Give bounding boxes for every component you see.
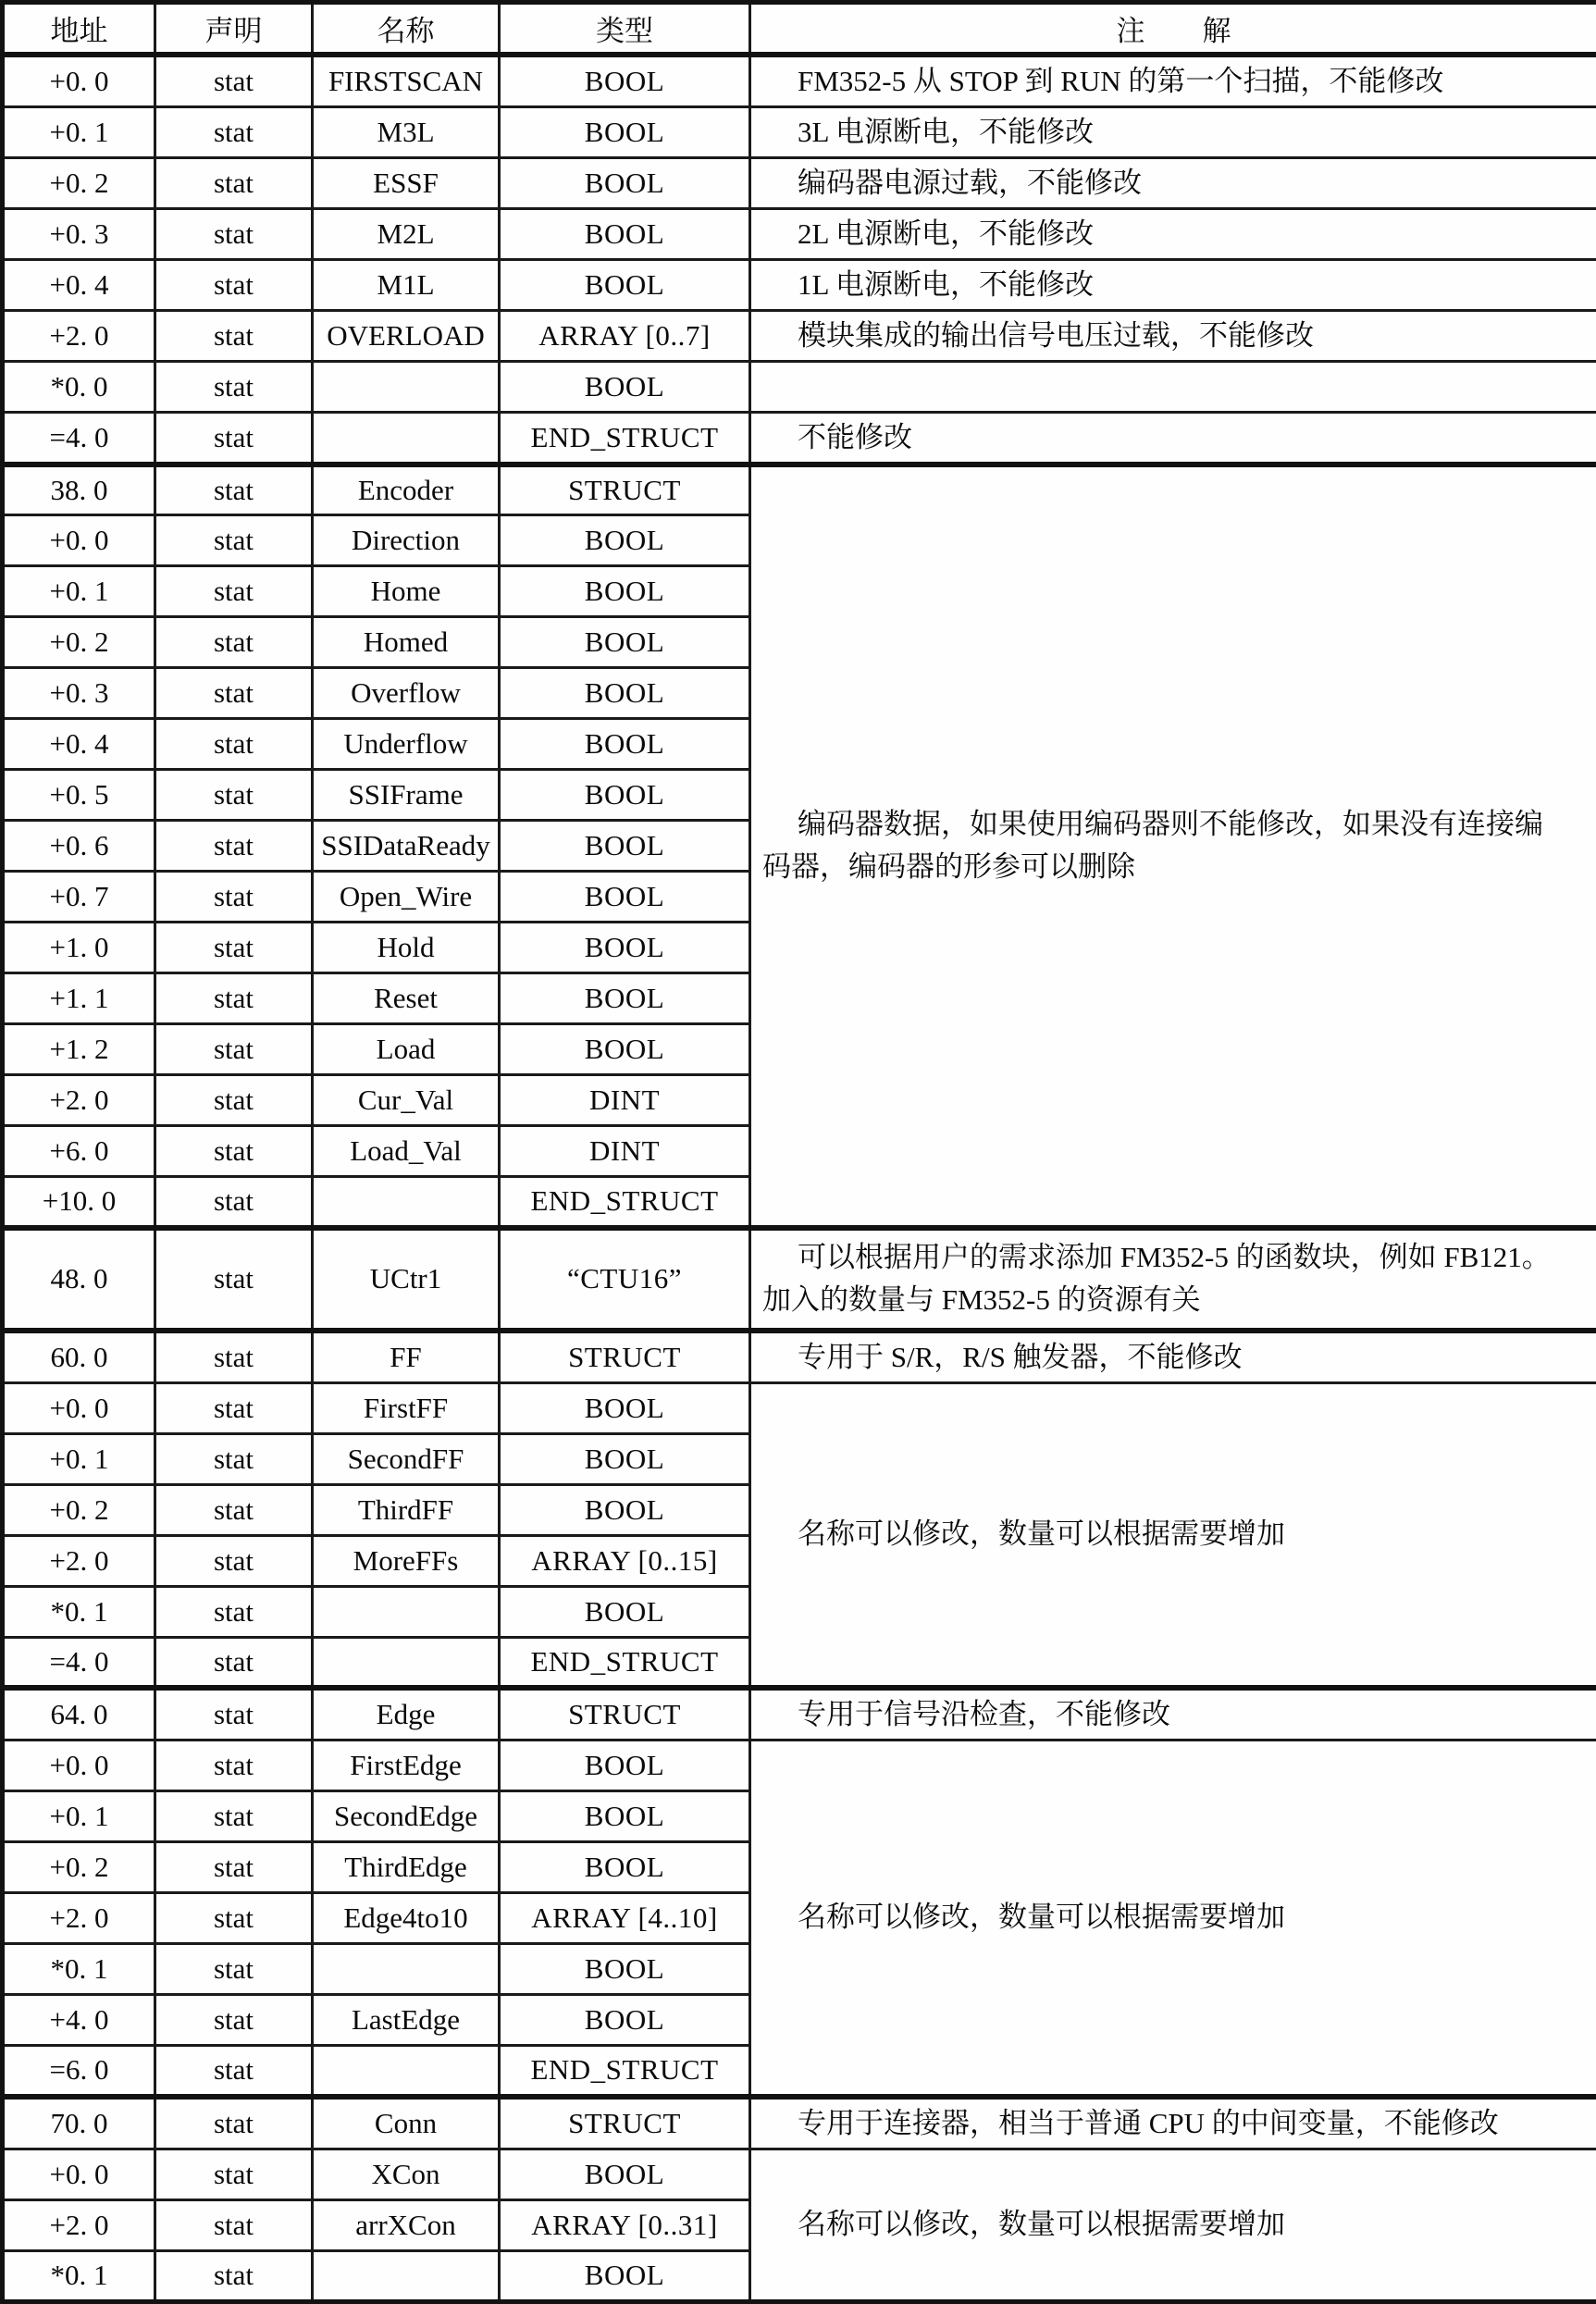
table-body — [3, 55, 1596, 2302]
name-cell: LastEdge — [313, 1995, 500, 2046]
comment-cell: 名称可以修改，数量可以根据需要增加 — [750, 1382, 1596, 1688]
type-cell: ARRAY [0..31] — [500, 2199, 750, 2250]
decl-cell: stat — [155, 1075, 313, 1126]
addr-cell: +0. 0 — [3, 515, 155, 566]
type-cell: ARRAY [0..15] — [500, 1535, 750, 1586]
comment-cell: 不能修改 — [750, 412, 1596, 465]
addr-cell: +0. 7 — [3, 872, 155, 923]
addr-cell: 38. 0 — [3, 465, 155, 515]
comment-cell — [750, 465, 1596, 1228]
comment-cell: 名称可以修改，数量可以根据需要增加 — [750, 1740, 1596, 2097]
decl-cell: stat — [155, 2149, 313, 2199]
name-cell: Underflow — [313, 719, 500, 770]
decl-cell: stat — [155, 1995, 313, 2046]
type-cell: BOOL — [500, 719, 750, 770]
table-row — [3, 106, 1596, 157]
type-cell: BOOL — [500, 55, 750, 107]
name-cell: M1L — [313, 259, 500, 310]
decl-cell: stat — [155, 1331, 313, 1383]
name-cell: FirstFF — [313, 1382, 500, 1433]
decl-cell: stat — [155, 1944, 313, 1995]
type-cell: BOOL — [500, 1484, 750, 1535]
type-cell: BOOL — [500, 1024, 750, 1075]
decl-cell: stat — [155, 1688, 313, 1740]
type-cell: BOOL — [500, 1382, 750, 1433]
table-row — [3, 55, 1596, 107]
type-cell: ARRAY [0..7] — [500, 310, 750, 361]
decl-cell: stat — [155, 872, 313, 923]
addr-cell: +0. 2 — [3, 617, 155, 668]
name-cell — [313, 1637, 500, 1688]
decl-cell: stat — [155, 1177, 313, 1228]
addr-cell: +0. 2 — [3, 157, 155, 208]
type-cell: BOOL — [500, 361, 750, 412]
decl-cell: stat — [155, 2199, 313, 2250]
table-row — [3, 465, 1596, 515]
addr-cell: +4. 0 — [3, 1995, 155, 2046]
name-cell — [313, 361, 500, 412]
addr-cell: +0. 3 — [3, 668, 155, 719]
type-cell: BOOL — [500, 1995, 750, 2046]
decl-cell: stat — [155, 770, 313, 821]
decl-cell: stat — [155, 1024, 313, 1075]
name-cell — [313, 1944, 500, 1995]
addr-cell: +0. 1 — [3, 566, 155, 617]
type-cell: BOOL — [500, 1740, 750, 1791]
decl-cell: stat — [155, 361, 313, 412]
table-row — [3, 1740, 1596, 1791]
decl-cell: stat — [155, 465, 313, 515]
table-row — [3, 310, 1596, 361]
name-cell: Edge4to10 — [313, 1893, 500, 1944]
comment-cell — [750, 361, 1596, 412]
decl-cell: stat — [155, 2097, 313, 2149]
addr-cell: +2. 0 — [3, 310, 155, 361]
decl-cell: stat — [155, 1586, 313, 1637]
decl-cell: stat — [155, 1382, 313, 1433]
name-cell — [313, 2250, 500, 2301]
name-cell: Conn — [313, 2097, 500, 2149]
type-cell: BOOL — [500, 1944, 750, 1995]
decl-cell: stat — [155, 1842, 313, 1893]
comment-line: 可以根据用户的需求添加 FM352-5 的函数块，例如 FB121。 — [762, 1236, 1585, 1279]
decl-cell: stat — [155, 1893, 313, 1944]
addr-cell: *0. 0 — [3, 361, 155, 412]
table-row — [3, 1688, 1596, 1740]
type-cell: BOOL — [500, 566, 750, 617]
decl-cell: stat — [155, 1791, 313, 1842]
name-cell: ESSF — [313, 157, 500, 208]
type-cell: BOOL — [500, 2250, 750, 2301]
comment-line: 码器，编码器的形参可以删除 — [762, 846, 1585, 888]
header-declaration: 声明 — [155, 3, 313, 55]
addr-cell: +0. 4 — [3, 259, 155, 310]
name-cell: FF — [313, 1331, 500, 1383]
addr-cell: 70. 0 — [3, 2097, 155, 2149]
addr-cell: +0. 1 — [3, 1791, 155, 1842]
name-cell: arrXCon — [313, 2199, 500, 2250]
addr-cell: +0. 4 — [3, 719, 155, 770]
type-cell: STRUCT — [500, 1688, 750, 1740]
decl-cell: stat — [155, 719, 313, 770]
name-cell — [313, 1177, 500, 1228]
decl-cell: stat — [155, 566, 313, 617]
table-row — [3, 1331, 1596, 1383]
name-cell: SSIFrame — [313, 770, 500, 821]
type-cell: BOOL — [500, 923, 750, 973]
table-row — [3, 1382, 1596, 1433]
decl-cell: stat — [155, 208, 313, 259]
name-cell — [313, 412, 500, 465]
type-cell: END_STRUCT — [500, 1177, 750, 1228]
decl-cell: stat — [155, 1637, 313, 1688]
decl-cell: stat — [155, 1126, 313, 1177]
name-cell: UCtr1 — [313, 1228, 500, 1331]
comment-cell: 3L 电源断电，不能修改 — [750, 106, 1596, 157]
name-cell: SecondFF — [313, 1433, 500, 1484]
type-cell: DINT — [500, 1126, 750, 1177]
name-cell: Reset — [313, 973, 500, 1024]
addr-cell: =4. 0 — [3, 1637, 155, 1688]
table-row — [3, 361, 1596, 412]
name-cell: ThirdFF — [313, 1484, 500, 1535]
addr-cell: +1. 0 — [3, 923, 155, 973]
addr-cell: 60. 0 — [3, 1331, 155, 1383]
table-row — [3, 157, 1596, 208]
type-cell: END_STRUCT — [500, 1637, 750, 1688]
name-cell: Direction — [313, 515, 500, 566]
name-cell: FirstEdge — [313, 1740, 500, 1791]
name-cell: ThirdEdge — [313, 1842, 500, 1893]
name-cell: Hold — [313, 923, 500, 973]
type-cell: BOOL — [500, 872, 750, 923]
addr-cell: *0. 1 — [3, 1944, 155, 1995]
name-cell: FIRSTSCAN — [313, 55, 500, 107]
type-cell: BOOL — [500, 157, 750, 208]
header-row — [3, 3, 1596, 55]
addr-cell: +1. 2 — [3, 1024, 155, 1075]
decl-cell: stat — [155, 1433, 313, 1484]
decl-cell: stat — [155, 1535, 313, 1586]
comment-cell: 模块集成的输出信号电压过载，不能修改 — [750, 310, 1596, 361]
comment-line: 编码器数据，如果使用编码器则不能修改，如果没有连接编 — [762, 803, 1585, 846]
table-row — [3, 2149, 1596, 2199]
addr-cell: +0. 6 — [3, 821, 155, 872]
name-cell: M3L — [313, 106, 500, 157]
comment-cell — [750, 1228, 1596, 1331]
addr-cell: +0. 0 — [3, 1382, 155, 1433]
addr-cell: *0. 1 — [3, 1586, 155, 1637]
comment-cell: 编码器电源过载，不能修改 — [750, 157, 1596, 208]
decl-cell: stat — [155, 412, 313, 465]
name-cell: Edge — [313, 1688, 500, 1740]
type-cell: BOOL — [500, 973, 750, 1024]
name-cell: MoreFFs — [313, 1535, 500, 1586]
type-cell: BOOL — [500, 770, 750, 821]
comment-cell: 2L 电源断电，不能修改 — [750, 208, 1596, 259]
table-row — [3, 259, 1596, 310]
name-cell: Homed — [313, 617, 500, 668]
comment-cell: 专用于 S/R，R/S 触发器，不能修改 — [750, 1331, 1596, 1383]
comment-cell: 名称可以修改，数量可以根据需要增加 — [750, 2149, 1596, 2301]
addr-cell: 48. 0 — [3, 1228, 155, 1331]
type-cell: ARRAY [4..10] — [500, 1893, 750, 1944]
name-cell: Open_Wire — [313, 872, 500, 923]
addr-cell: +0. 0 — [3, 1740, 155, 1791]
name-cell: OVERLOAD — [313, 310, 500, 361]
name-cell: Overflow — [313, 668, 500, 719]
type-cell: BOOL — [500, 617, 750, 668]
type-cell: STRUCT — [500, 2097, 750, 2149]
type-cell: BOOL — [500, 2149, 750, 2199]
type-cell: END_STRUCT — [500, 412, 750, 465]
decl-cell: stat — [155, 923, 313, 973]
addr-cell: +2. 0 — [3, 1075, 155, 1126]
header-type: 类型 — [500, 3, 750, 55]
name-cell: SecondEdge — [313, 1791, 500, 1842]
comment-cell: FM352-5 从 STOP 到 RUN 的第一个扫描，不能修改 — [750, 55, 1596, 107]
decl-cell: stat — [155, 310, 313, 361]
name-cell: Cur_Val — [313, 1075, 500, 1126]
name-cell: Load_Val — [313, 1126, 500, 1177]
comment-cell: 专用于信号沿检查，不能修改 — [750, 1688, 1596, 1740]
type-cell: BOOL — [500, 668, 750, 719]
decl-cell: stat — [155, 2046, 313, 2097]
addr-cell: +0. 3 — [3, 208, 155, 259]
addr-cell: +0. 5 — [3, 770, 155, 821]
decl-cell: stat — [155, 515, 313, 566]
name-cell: Load — [313, 1024, 500, 1075]
addr-cell: +0. 2 — [3, 1842, 155, 1893]
name-cell: Home — [313, 566, 500, 617]
decl-cell: stat — [155, 973, 313, 1024]
addr-cell: +2. 0 — [3, 1535, 155, 1586]
type-cell: BOOL — [500, 106, 750, 157]
addr-cell: +10. 0 — [3, 1177, 155, 1228]
decl-cell: stat — [155, 1740, 313, 1791]
type-cell: BOOL — [500, 1586, 750, 1637]
decl-cell: stat — [155, 821, 313, 872]
name-cell: Encoder — [313, 465, 500, 515]
addr-cell: =6. 0 — [3, 2046, 155, 2097]
type-cell: BOOL — [500, 515, 750, 566]
decl-cell: stat — [155, 106, 313, 157]
table-row — [3, 412, 1596, 465]
comment-cell: 专用于连接器，相当于普通 CPU 的中间变量，不能修改 — [750, 2097, 1596, 2149]
type-cell: BOOL — [500, 1842, 750, 1893]
addr-cell: *0. 1 — [3, 2250, 155, 2301]
type-cell: “CTU16” — [500, 1228, 750, 1331]
decl-cell: stat — [155, 157, 313, 208]
addr-cell: +6. 0 — [3, 1126, 155, 1177]
addr-cell: +2. 0 — [3, 2199, 155, 2250]
name-cell — [313, 1586, 500, 1637]
addr-cell: =4. 0 — [3, 412, 155, 465]
comment-line: 加入的数量与 FM352-5 的资源有关 — [762, 1279, 1585, 1321]
type-cell: BOOL — [500, 1791, 750, 1842]
type-cell: BOOL — [500, 259, 750, 310]
addr-cell: +0. 2 — [3, 1484, 155, 1535]
decl-cell: stat — [155, 1484, 313, 1535]
addr-cell: +0. 1 — [3, 106, 155, 157]
addr-cell: +0. 0 — [3, 55, 155, 107]
type-cell: BOOL — [500, 821, 750, 872]
header-comment: 注 解 — [750, 3, 1596, 55]
decl-cell: stat — [155, 259, 313, 310]
header-address: 地址 — [3, 3, 155, 55]
type-cell: END_STRUCT — [500, 2046, 750, 2097]
name-cell: SSIDataReady — [313, 821, 500, 872]
name-cell: M2L — [313, 208, 500, 259]
comment-cell: 1L 电源断电，不能修改 — [750, 259, 1596, 310]
type-cell: STRUCT — [500, 465, 750, 515]
name-cell — [313, 2046, 500, 2097]
name-cell: XCon — [313, 2149, 500, 2199]
table-row — [3, 1228, 1596, 1331]
header-name: 名称 — [313, 3, 500, 55]
addr-cell: +1. 1 — [3, 973, 155, 1024]
type-cell: BOOL — [500, 208, 750, 259]
decl-cell: stat — [155, 668, 313, 719]
addr-cell: +0. 0 — [3, 2149, 155, 2199]
table-row — [3, 208, 1596, 259]
decl-cell: stat — [155, 617, 313, 668]
decl-cell: stat — [155, 2250, 313, 2301]
decl-cell: stat — [155, 1228, 313, 1331]
type-cell: BOOL — [500, 1433, 750, 1484]
decl-cell: stat — [155, 55, 313, 107]
type-cell: STRUCT — [500, 1331, 750, 1383]
type-cell: DINT — [500, 1075, 750, 1126]
table-row — [3, 2097, 1596, 2149]
addr-cell: +0. 1 — [3, 1433, 155, 1484]
addr-cell: 64. 0 — [3, 1688, 155, 1740]
addr-cell: +2. 0 — [3, 1893, 155, 1944]
